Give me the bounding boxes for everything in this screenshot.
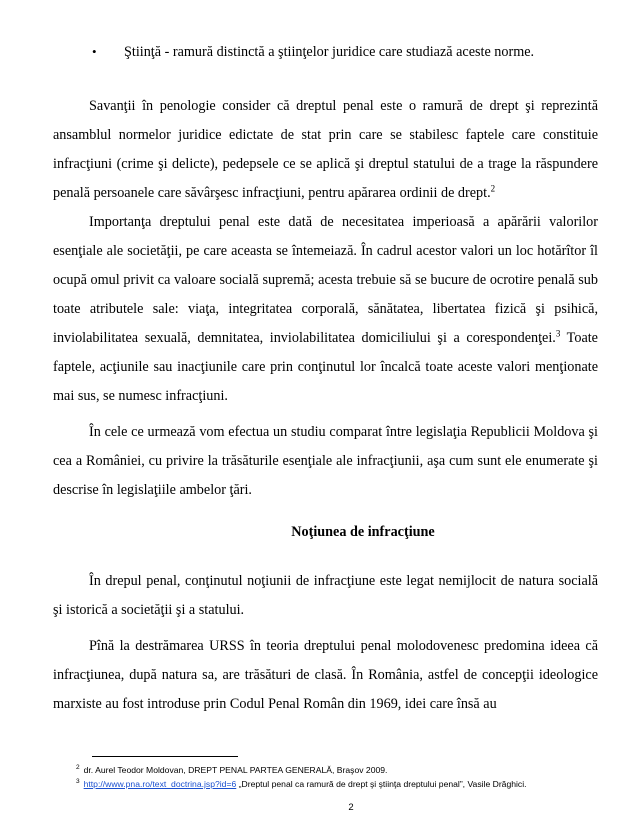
footnote-text: dr. Aurel Teodor Moldovan, DREPT PENAL PARTEA GENERALĂ, Braşov 2009. — [83, 765, 388, 775]
footnote-link[interactable]: http://www.pna.ro/text_doctrina.jsp?id=6 — [83, 779, 237, 789]
page-number: 2 — [348, 802, 354, 813]
footnote-ref: 3 — [555, 328, 561, 339]
footnote-text: „Dreptul penal ca ramură de drept şi ştiinţa dreptului penal”, Vasile Drăghici. — [236, 779, 527, 789]
paragraph-importance — [53, 208, 598, 411]
paragraph-text: Importanţa dreptului penal este dată de necesitatea imperioasă a apărării valorilor esenţiale ale societăţii, pe care aceasta se întemeiază. În cadrul acestor valori un loc hotărîtor îl ocupă omul privit ca valoare socială supremă; acesta trebuie să se bucure de ocrotire penală sub toate atributele sale: viaţa, integritatea corporală, sănătatea, libertatea fizică şi psihică, inviolabilitatea sexuală, demnitatea, inviolabilitatea domiciliului şi a corespondenţei. — [53, 214, 598, 346]
bullet-symbol: • — [92, 44, 97, 59]
paragraph-comparative-study — [53, 418, 598, 505]
footnote-ref: 2 — [490, 183, 496, 194]
paragraph-text: Toate faptele, acţiunile sau inacţiunile care prin conţinutul lor încalcă toate aceste valori menţionate mai sus, se numesc infracţiuni. — [53, 330, 598, 404]
paragraph-definition — [53, 92, 598, 208]
paragraph-text: În drepul penal, conţinutul noţiunii de infracţiune este legat nemijlocit de natura socială şi istorică a societăţii şi a statului. — [53, 573, 598, 618]
footnote-2 — [76, 764, 616, 776]
paragraph-history — [53, 632, 598, 719]
paragraph-text: Pînă la destrămarea URSS în teoria dreptului penal molodovenesc predomina ideea că infracţiunea, după natura sa, are trăsături de clasă. În România, astfel de concepţii ideologice marxiste au fost introduse prin Codul Penal Român din 1969, idei care însă au — [53, 638, 598, 712]
footnote-number: 3 — [76, 778, 80, 786]
footnote-separator — [92, 756, 238, 757]
paragraph-notion — [53, 567, 598, 625]
section-heading: Noţiunea de infracţiune — [291, 524, 435, 540]
footnote-number: 2 — [76, 764, 80, 772]
footnote-3 — [76, 778, 616, 790]
paragraph-text: În cele ce urmează vom efectua un studiu comparat între legislaţia Republicii Moldova şi cea a României, cu privire la trăsăturile esenţiale ale infracţiunii, aşa cum sunt ele enumerate şi descrise în legislaţiile ambelor ţări. — [53, 424, 598, 498]
bullet-text: Ştiinţă - ramură distinctă a ştiinţelor juridice care studiază aceste norme. — [124, 44, 535, 60]
paragraph-text: Savanţii în penologie consider că dreptul penal este o ramură de drept şi reprezintă ansamblul normelor juridice edictate de stat prin care se stabilesc faptele care constituie infracţiuni (crime şi delicte), pedepsele ce se aplică şi dreptul statului de a trage la răspundere penală persoanele care săvârşesc infracţiuni, pentru apărarea ordinii de drept. — [53, 98, 598, 201]
